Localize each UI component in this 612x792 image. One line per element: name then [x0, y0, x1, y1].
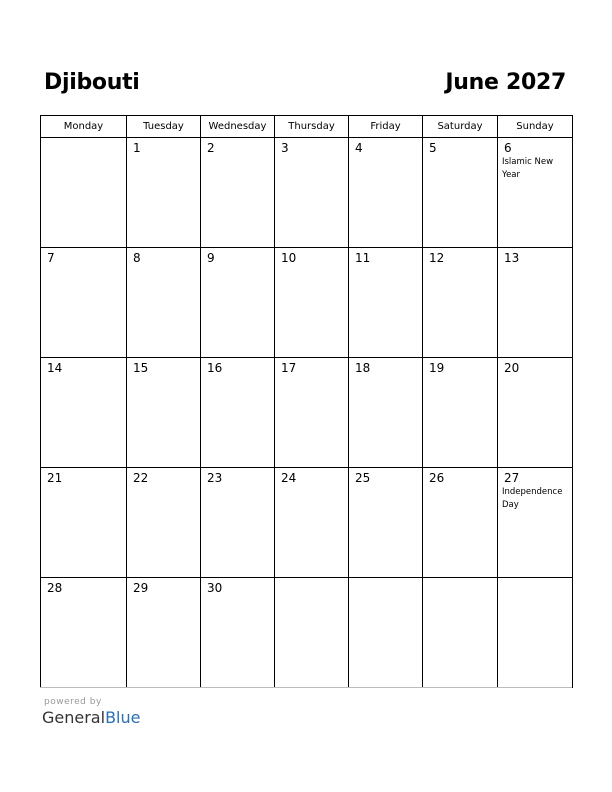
day-number: [349, 578, 422, 582]
weekday-thursday: Thursday: [275, 116, 349, 138]
day-number: 28: [47, 581, 63, 595]
day-cell: [423, 138, 498, 248]
day-cell: [498, 358, 573, 468]
day-cell: [41, 468, 127, 578]
weekday-monday: Monday: [41, 116, 127, 138]
day-number: 15: [133, 361, 149, 375]
day-number: 9: [207, 251, 215, 265]
day-cell: [498, 138, 573, 248]
day-cell: [423, 358, 498, 468]
day-cell: [349, 358, 423, 468]
day-number: 29: [133, 581, 149, 595]
day-cell: [127, 578, 201, 688]
holiday-label: Islamic New Year: [502, 157, 554, 180]
day-cell: [41, 248, 127, 358]
day-number: 12: [429, 251, 445, 265]
weekday-sunday: Sunday: [498, 116, 573, 138]
day-number: 20: [504, 361, 520, 375]
footer-divider: [40, 687, 572, 688]
day-cell: [201, 468, 275, 578]
day-cell: [275, 468, 349, 578]
day-number: 24: [281, 471, 297, 485]
weekday-saturday: Saturday: [423, 116, 498, 138]
day-cell: [41, 578, 127, 688]
day-cell: [201, 138, 275, 248]
powered-by-label: powered by: [44, 697, 102, 707]
weekday-wednesday: Wednesday: [201, 116, 275, 138]
week-row: [41, 358, 573, 468]
day-number: 13: [504, 251, 520, 265]
day-number: 17: [281, 361, 297, 375]
day-number: 27: [504, 471, 520, 485]
day-number: 14: [47, 361, 63, 375]
week-row: [41, 138, 573, 248]
logo-blue-text: Blue: [105, 708, 141, 727]
day-cell: [349, 248, 423, 358]
day-number: 25: [355, 471, 371, 485]
day-number: 8: [133, 251, 141, 265]
day-number: 11: [355, 251, 371, 265]
day-cell: [498, 578, 573, 688]
country-title: Djibouti: [44, 70, 140, 95]
day-cell: [423, 468, 498, 578]
day-cell: [498, 468, 573, 578]
day-cell: [349, 468, 423, 578]
day-number: 6: [504, 141, 512, 155]
day-number: [423, 578, 497, 582]
day-cell: [423, 248, 498, 358]
day-cell: [349, 578, 423, 688]
weekday-header-row: [41, 116, 573, 138]
day-number: [41, 138, 126, 142]
day-cell: [41, 138, 127, 248]
day-cell: [41, 358, 127, 468]
day-cell: [127, 358, 201, 468]
day-number: [275, 578, 348, 582]
day-number: 5: [429, 141, 437, 155]
day-number: 30: [207, 581, 223, 595]
day-number: 10: [281, 251, 297, 265]
holiday-label: Independence Day: [502, 487, 563, 510]
day-number: [498, 578, 572, 582]
day-number: 22: [133, 471, 149, 485]
day-number: 21: [47, 471, 63, 485]
day-number: 2: [207, 141, 215, 155]
weekday-tuesday: Tuesday: [127, 116, 201, 138]
month-title: June 2027: [445, 70, 566, 95]
day-number: 16: [207, 361, 223, 375]
logo-general-text: General: [42, 708, 106, 727]
day-cell: [127, 138, 201, 248]
day-number: 23: [207, 471, 223, 485]
weekday-friday: Friday: [349, 116, 423, 138]
day-cell: [275, 578, 349, 688]
day-cell: [275, 138, 349, 248]
day-cell: [275, 248, 349, 358]
day-number: 26: [429, 471, 445, 485]
day-cell: [127, 468, 201, 578]
day-number: 3: [281, 141, 289, 155]
day-number: 4: [355, 141, 363, 155]
week-row: [41, 468, 573, 578]
day-number: 1: [133, 141, 141, 155]
day-cell: [201, 358, 275, 468]
day-number: 19: [429, 361, 445, 375]
day-number: 18: [355, 361, 371, 375]
day-cell: [275, 358, 349, 468]
day-cell: [127, 248, 201, 358]
calendar-grid: [40, 115, 572, 689]
day-cell: [201, 578, 275, 688]
week-row: [41, 578, 573, 688]
day-cell: [498, 248, 573, 358]
day-cell: [201, 248, 275, 358]
week-row: [41, 248, 573, 358]
generalblue-logo: [42, 708, 140, 727]
day-cell: [349, 138, 423, 248]
day-number: 7: [47, 251, 55, 265]
day-cell: [423, 578, 498, 688]
